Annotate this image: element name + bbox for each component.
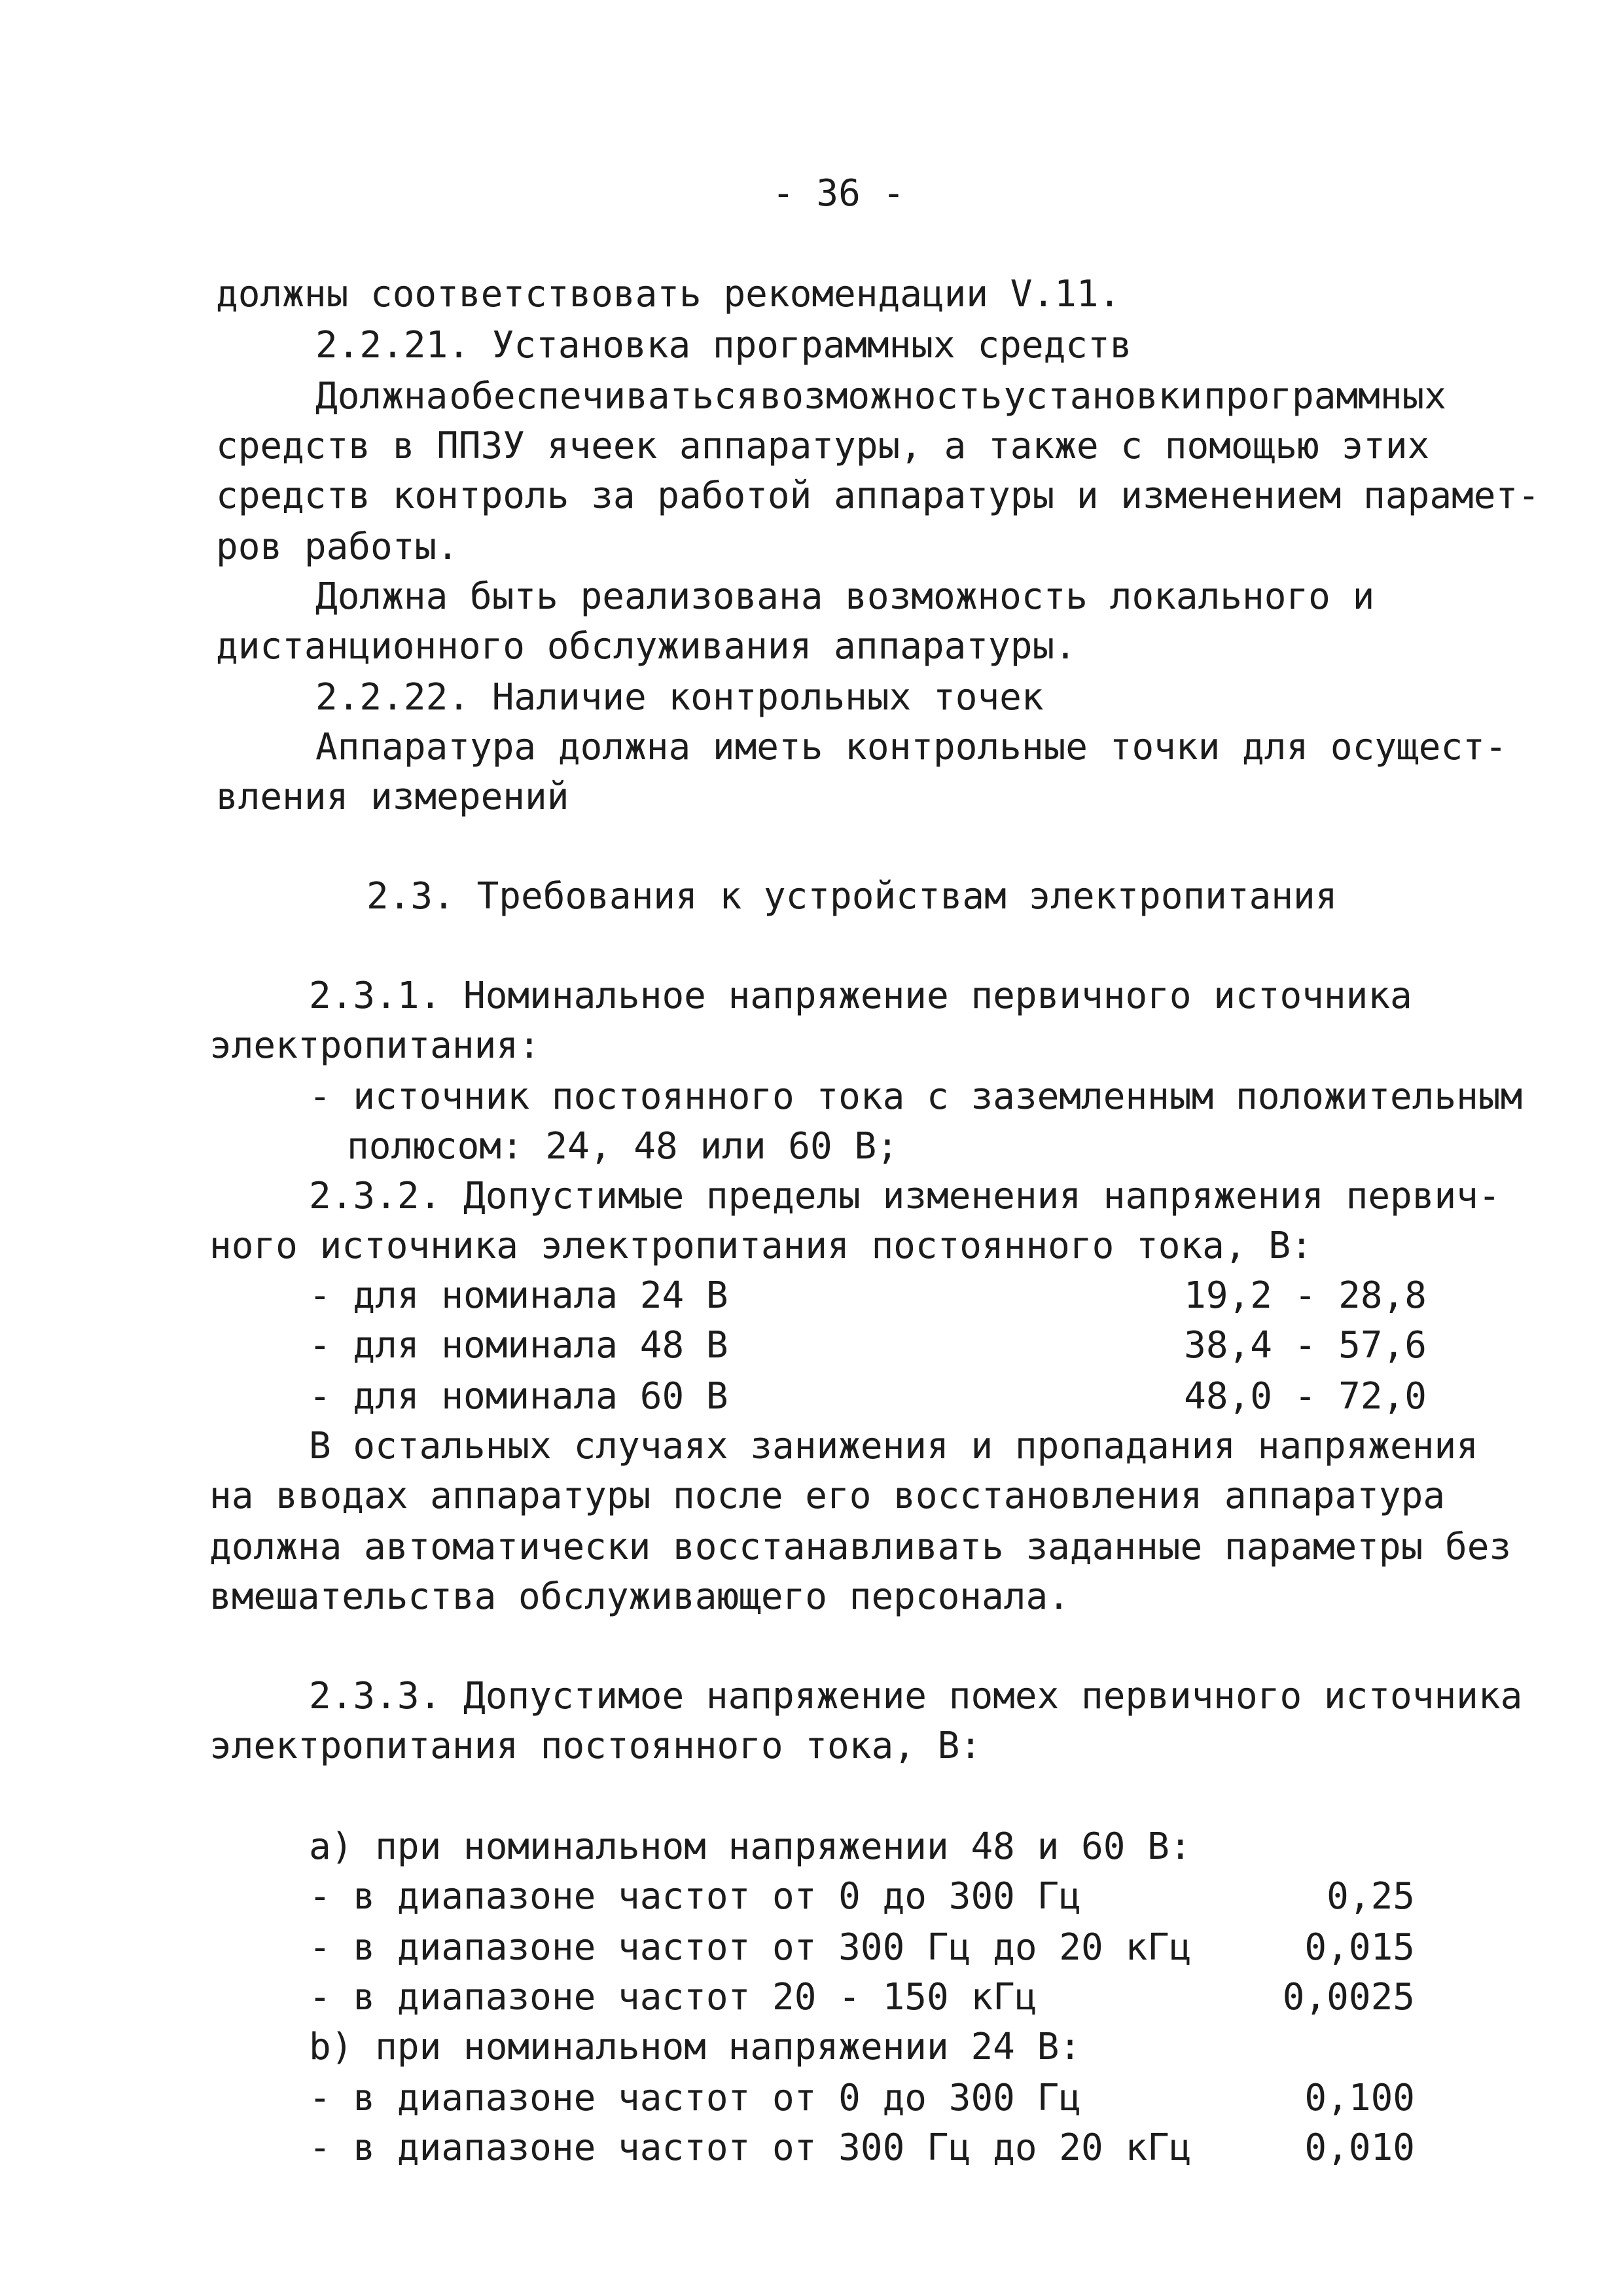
text-line: В остальных случаях занижения и пропадания напряжения [309,1425,1478,1467]
text-line: ров работы. [216,526,459,568]
section-heading-2-2-21: 2.2.21. Установка программных средств [315,324,1132,367]
table-row-value: 0,010 [1304,2126,1415,2169]
text-line [315,375,1446,418]
table-row-label: - для номинала 24 В [309,1274,728,1317]
word: обеспечиваться [449,375,758,418]
text-line: Должна быть реализована возможность локального и [315,575,1375,618]
text-line: должны соответствовать рекомендации V.11. [216,273,1121,315]
text-line: средств в ППЗУ ячеек аппаратуры, а также с помощью этих [216,425,1430,467]
table-row-value: 0,015 [1304,1926,1415,1969]
section-heading-2-3: 2.3. Требования к устройствам электропитания [366,875,1338,918]
table-row-label: - для номинала 48 В [309,1324,728,1367]
word: Должна [315,375,448,418]
table-row-label: - для номинала 60 В [309,1375,728,1418]
section-heading-2-2-22: 2.2.22. Наличие контрольных точек [315,676,1044,719]
text-line: на вводах аппаратуры после его восстановления аппаратура [209,1475,1446,1517]
table-row-label: - в диапазоне частот от 300 Гц до 20 кГц [309,1926,1192,1969]
table-row-value: 0,25 [1327,1875,1415,1918]
table-row-value: 48,0 - 72,0 [1184,1375,1427,1418]
word: программных [1204,375,1446,418]
table-row-value: 0,100 [1304,2077,1415,2119]
word: установки [1003,375,1202,418]
section-heading-2-3-3: 2.3.3. Допустимое напряжение помех первичного источника [309,1675,1523,1717]
table-row-label: - в диапазоне частот от 0 до 300 Гц [309,1875,1082,1918]
text-line: средств контроль за работой аппаратуры и изменением парамет- [216,475,1540,517]
word: возможность [759,375,1003,418]
text-line: Аппаратура должна иметь контрольные точки для осущест- [315,726,1507,768]
table-row-label: - в диапазоне частот 20 - 150 кГц [309,1976,1037,2018]
text-line: вмешательства обслуживающего персонала. [209,1575,1070,1618]
page-number: - 36 - [772,172,905,215]
text-line: вления измерений [216,776,569,818]
list-item: - источник постоянного тока с заземленным положительным [309,1075,1523,1118]
table-row-value: 0,0025 [1282,1976,1415,2018]
text-line: полюсом: 24, 48 или 60 В; [347,1125,899,1168]
section-heading-2-3-1: 2.3.1. Номинальное напряжение первичного источника [309,975,1412,1017]
section-heading-2-3-2: 2.3.2. Допустимые пределы изменения напряжения первич- [309,1175,1501,1217]
text-line: электропитания постоянного тока, В: [209,1725,982,1767]
table-row-value: 38,4 - 57,6 [1184,1324,1427,1367]
table-row-label: - в диапазоне частот от 0 до 300 Гц [309,2077,1082,2119]
text-line: должна автоматически восстанавливать заданные параметры без [209,1526,1512,1568]
table-row-value: 19,2 - 28,8 [1184,1274,1427,1317]
text-line: электропитания: [209,1024,541,1067]
list-heading-a: а) при номинальном напряжении 48 и 60 В: [309,1825,1192,1868]
list-heading-b: b) при номинальном напряжении 24 В: [309,2026,1082,2068]
text-line: ного источника электропитания постоянного тока, В: [209,1225,1313,1267]
text-line: дистанционного обслуживания аппаратуры. [216,625,1077,668]
table-row-label: - в диапазоне частот от 300 Гц до 20 кГц [309,2126,1192,2169]
